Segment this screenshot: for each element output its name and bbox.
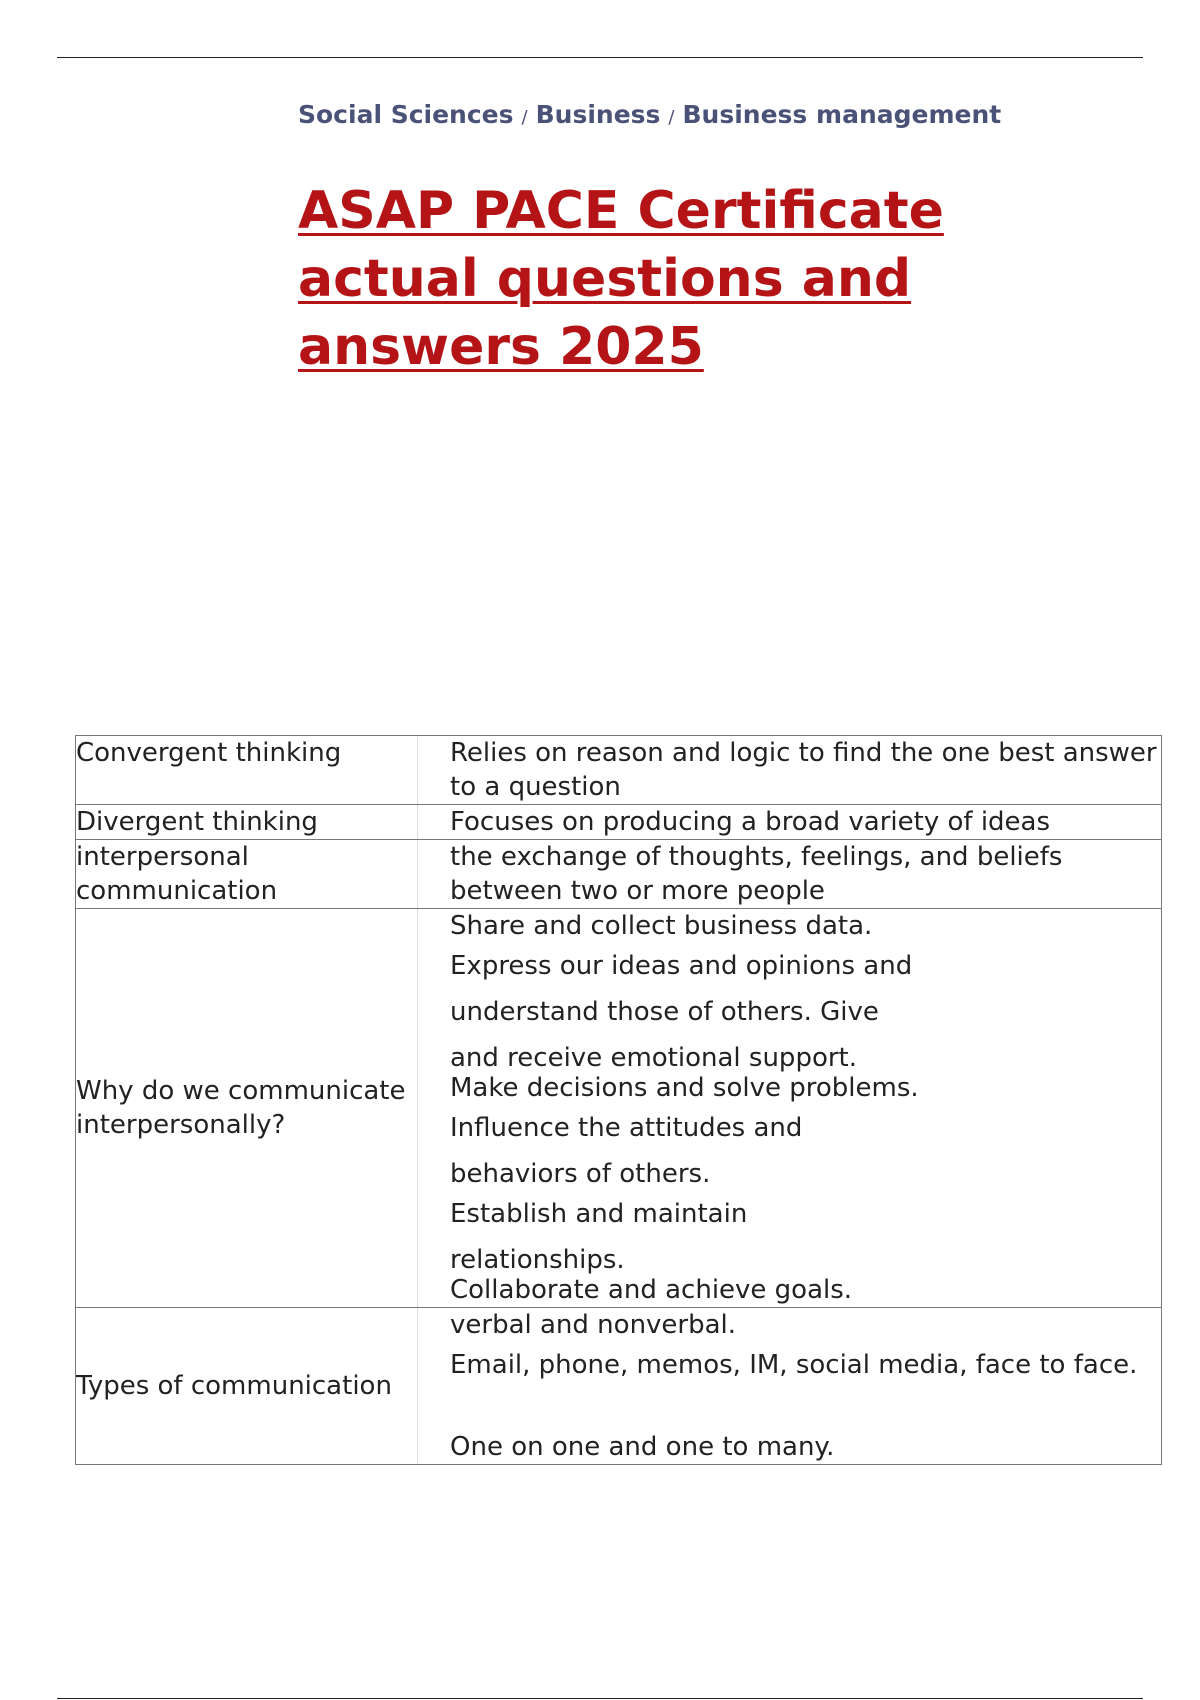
definition-line: Influence the attitudes and <box>450 1113 803 1143</box>
definition-cell <box>418 909 1162 1308</box>
definition-line: the exchange of thoughts, feelings, and beliefs between two or more people <box>450 842 1063 906</box>
breadcrumb-item-business-management[interactable]: Business management <box>682 100 1002 129</box>
top-rule <box>57 57 1143 58</box>
breadcrumb-item-social-sciences[interactable]: Social Sciences <box>298 100 514 129</box>
breadcrumb-separator: / <box>521 107 528 128</box>
breadcrumb <box>298 100 1001 129</box>
term-cell: Why do we communicate interpersonally? <box>76 909 418 1308</box>
table-row <box>76 840 1162 909</box>
definition-line: Express our ideas and opinions and <box>450 951 913 981</box>
definition-line: verbal and nonverbal. <box>450 1310 737 1340</box>
table-row <box>76 736 1162 805</box>
table-row <box>76 805 1162 840</box>
definition-line: Share and collect business data. <box>450 911 873 941</box>
term-cell: Convergent thinking <box>76 736 418 805</box>
definition-line: Email, phone, memos, IM, social media, face to face. <box>450 1350 1138 1380</box>
definition-cell <box>418 805 1162 840</box>
definition-line: Collaborate and achieve goals. <box>450 1275 853 1305</box>
page-title: ASAP PACE Certificate actual questions and answers 2025 <box>298 181 944 377</box>
definition-line: and receive emotional support. <box>450 1043 857 1073</box>
definition-line: Establish and maintain <box>450 1199 748 1229</box>
qa-table <box>75 735 1162 1465</box>
breadcrumb-separator: / <box>668 107 675 128</box>
table-row <box>76 909 1162 1308</box>
definition-line: Relies on reason and logic to find the one best answer to a question <box>450 738 1157 802</box>
term-cell: Divergent thinking <box>76 805 418 840</box>
definition-cell <box>418 1308 1162 1465</box>
definition-cell <box>418 736 1162 805</box>
definition-cell <box>418 840 1162 909</box>
definition-line: understand those of others. Give <box>450 997 879 1027</box>
table-row <box>76 1308 1162 1465</box>
definition-line: behaviors of others. <box>450 1159 711 1189</box>
definition-line: Make decisions and solve problems. <box>450 1073 919 1103</box>
bottom-rule <box>57 1698 1143 1699</box>
definition-line: One on one and one to many. <box>450 1432 835 1462</box>
definition-line: Focuses on producing a broad variety of ideas <box>450 807 1051 837</box>
term-cell: Types of communication <box>76 1308 418 1465</box>
definition-line: relationships. <box>450 1245 625 1275</box>
breadcrumb-item-business[interactable]: Business <box>535 100 661 129</box>
term-cell: interpersonal communication <box>76 840 418 909</box>
